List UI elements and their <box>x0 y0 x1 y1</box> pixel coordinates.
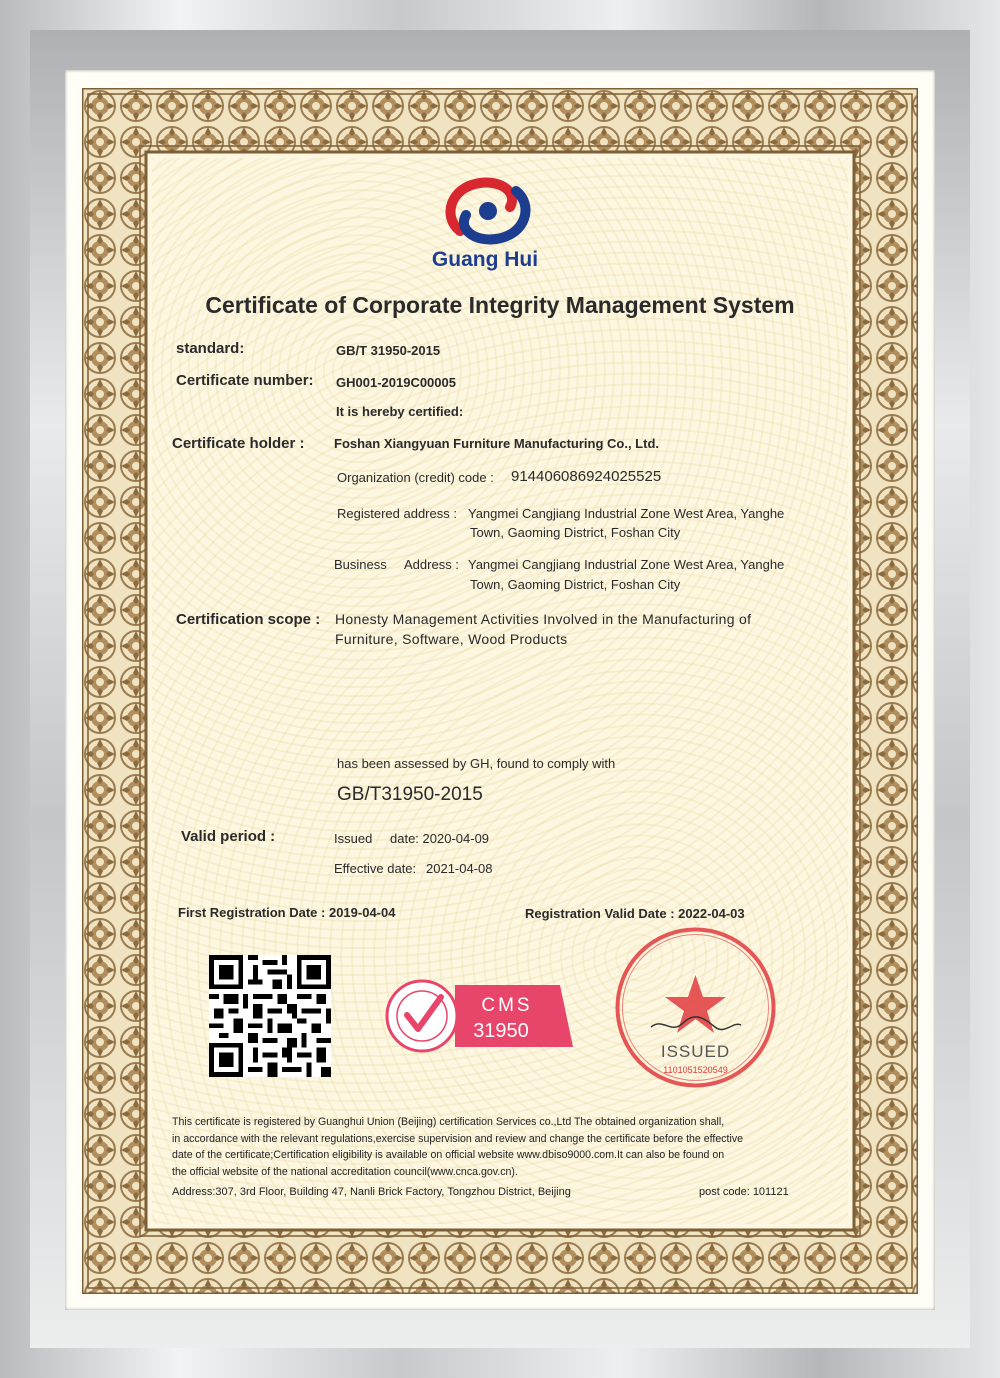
issued-label: Issued <box>334 831 373 846</box>
certified-line: It is hereby certified: <box>336 404 464 419</box>
org-code-value: 914406086924025525 <box>511 468 662 485</box>
footer-postcode: post code: 101121 <box>699 1186 789 1198</box>
footer-line2: in accordance with the relevant regulations,exercise supervision and review and change the certificate before the effective <box>172 1132 744 1145</box>
footer-line4: the official website of the national accreditation council(www.cnca.gov.cn). <box>172 1165 518 1178</box>
cms-certification-badge <box>385 975 575 1057</box>
registered-address-line2: Town, Gaoming District, Foshan City <box>470 525 681 540</box>
business-label-b: Address : <box>404 557 459 572</box>
certificate-title: Certificate of Corporate Integrity Management System <box>205 292 795 318</box>
business-address-line2: Town, Gaoming District, Foshan City <box>470 577 681 592</box>
footer-line1: This certificate is registered by Guanghui Union (Beijing) certification Services co.,Ltd The obtained organization shall, <box>172 1116 725 1128</box>
stamp-number: 1101051520549 <box>663 1065 728 1075</box>
stamp-issued: ISSUED <box>660 1042 731 1061</box>
business-label-a: Business <box>334 557 387 572</box>
holder-value: Foshan Xiangyuan Furniture Manufacturing Co., Ltd. <box>334 436 659 451</box>
org-code-label: Organization (credit) code : <box>337 470 494 485</box>
registration-valid-date: Registration Valid Date : 2022-04-03 <box>525 906 745 921</box>
scope-line1: Honesty Management Activities Involved in the Manufacturing of <box>335 611 752 627</box>
effective-value: 2021-04-08 <box>426 861 493 876</box>
footer-line3: date of the certificate;Certification eligibility is available on official website www.dbiso9000.com.It can also be found on <box>172 1149 725 1162</box>
effective-label: Effective date: <box>334 861 417 876</box>
cms-line1: CMS <box>481 995 533 1016</box>
assessed-line: has been assessed by GH, found to comply with <box>337 756 616 771</box>
standard-value: GB/T 31950-2015 <box>336 343 441 358</box>
standard-big: GB/T31950-2015 <box>337 784 483 805</box>
standard-label: standard: <box>176 340 245 357</box>
qr-code-icon[interactable] <box>208 955 332 1077</box>
business-address-line1: Yangmei Cangjiang Industrial Zone West Area, Yanghe <box>468 557 785 572</box>
issued-value: date: 2020-04-09 <box>390 831 490 846</box>
certificate-number-label: Certificate number: <box>176 372 314 389</box>
scope-label: Certification scope : <box>176 611 321 628</box>
footer-address: Address:307, 3rd Floor, Building 47, Nanli Brick Factory, Tongzhou District, Beijing <box>172 1186 571 1198</box>
registered-address-label: Registered address : <box>337 506 457 521</box>
guang-hui-logo-icon <box>440 173 536 249</box>
footer-notice <box>172 1114 812 1180</box>
valid-period-label: Valid period : <box>181 828 276 845</box>
certificate-number-value: GH001-2019C00005 <box>336 375 456 390</box>
holder-label: Certificate holder : <box>172 435 305 452</box>
registered-address-line1: Yangmei Cangjiang Industrial Zone West Area, Yanghe <box>468 506 785 521</box>
brand-name: Guang Hui <box>431 248 539 271</box>
first-registration-date: First Registration Date : 2019-04-04 <box>178 905 396 920</box>
scope-line2: Furniture, Software, Wood Products <box>335 631 568 647</box>
official-seal-stamp <box>613 925 778 1090</box>
cms-line2: 31950 <box>473 1020 529 1042</box>
